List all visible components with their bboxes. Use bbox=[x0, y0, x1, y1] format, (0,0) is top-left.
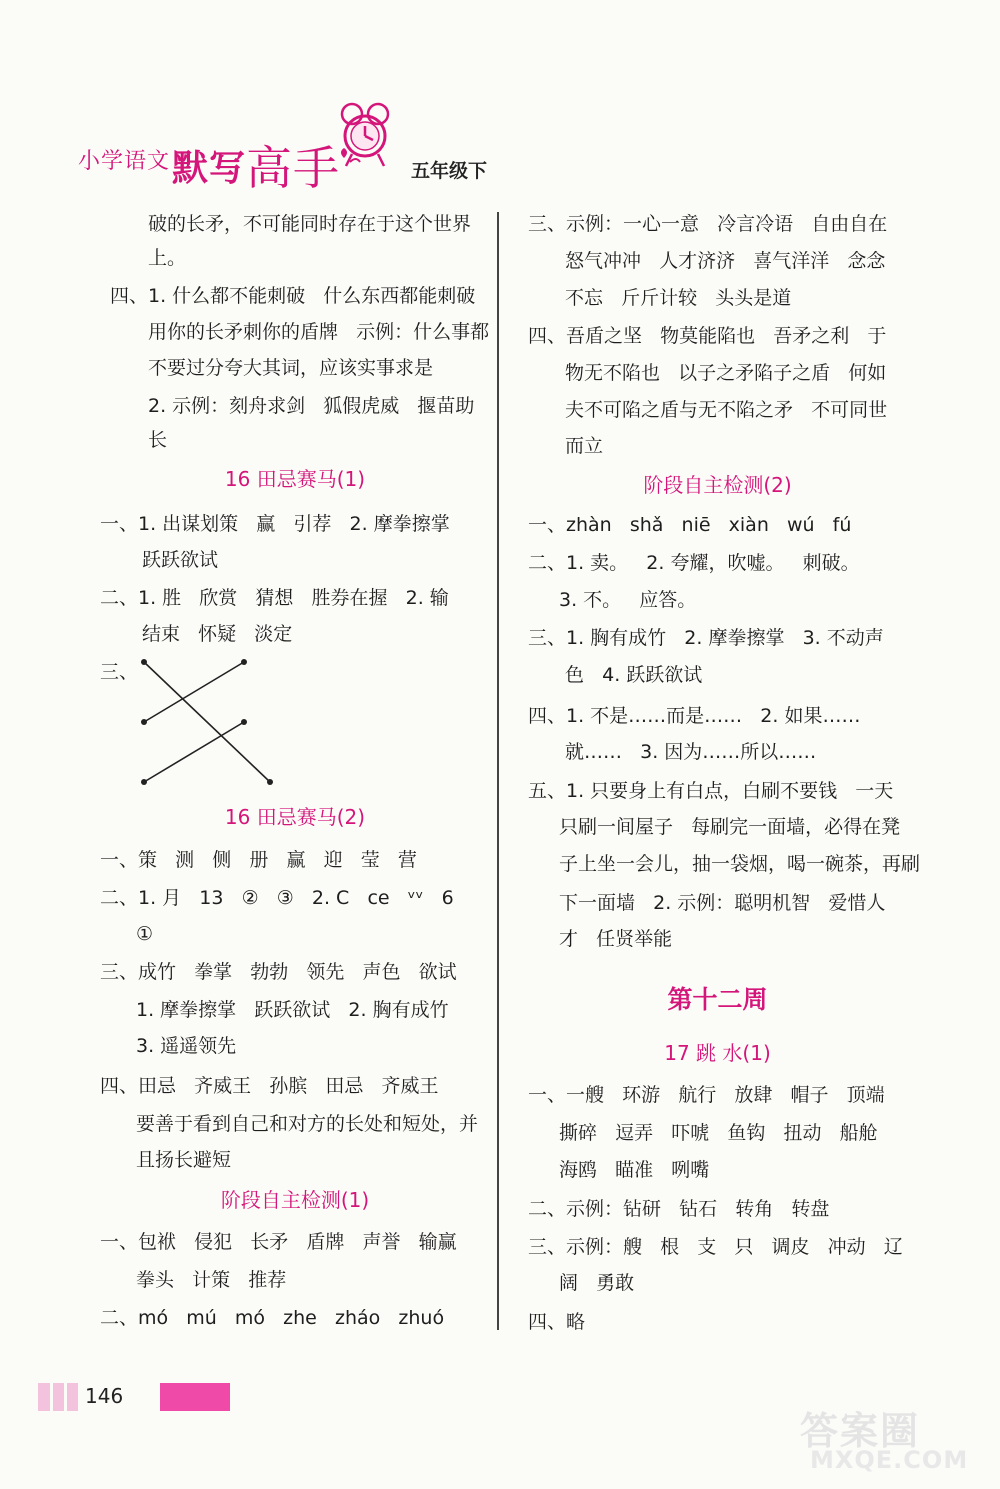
answer-line: 阔 勇敢 bbox=[559, 1272, 635, 1294]
answer-line: 3. 遥遥领先 bbox=[136, 1035, 237, 1057]
answer-line: 才 任贤举能 bbox=[559, 928, 673, 950]
section-title: 17 跳 水(1) bbox=[664, 1041, 771, 1065]
column-divider bbox=[497, 212, 499, 1330]
flower-clock-mascot-icon bbox=[330, 100, 400, 170]
answer-line: 2. 示例：刻舟求剑 狐假虎威 揠苗助 bbox=[148, 395, 475, 417]
page-bar-pink-block bbox=[160, 1383, 230, 1411]
answer-line: 夫不可陷之盾与无不陷之矛 不可同世 bbox=[565, 399, 888, 421]
answer-line: 三、示例：一心一意 冷言冷语 自由自在 bbox=[528, 213, 888, 235]
answer-line: 海鸥 瞄准 咧嘴 bbox=[559, 1159, 710, 1181]
answer-line: 四、田忌 齐威王 孙膑 田忌 齐威王 bbox=[100, 1075, 439, 1097]
page-header bbox=[0, 0, 1000, 195]
answer-line: 不要过分夸大其词，应该实事求是 bbox=[148, 357, 434, 379]
answer-line: 二、1. 卖。 2. 夸耀，吹嘘。 刺破。 bbox=[528, 552, 860, 574]
answer-line: 用你的长矛刺你的盾牌 示例：什么事都 bbox=[148, 321, 490, 343]
answer-line: 怒气冲冲 人才济济 喜气洋洋 念念 bbox=[565, 250, 886, 272]
grade-label: 五年级下 bbox=[411, 160, 488, 182]
series-title-big-a: 默写 bbox=[172, 148, 247, 189]
answer-line: 结束 怀疑 淡定 bbox=[142, 623, 293, 645]
answer-line: 三、 bbox=[100, 661, 139, 683]
answer-line: 物无不陷也 以子之矛陷子之盾 何如 bbox=[565, 362, 887, 384]
answer-line: 四、1. 不是……而是…… 2. 如果…… bbox=[528, 705, 861, 727]
answer-line: 一、1. 出谋划策 赢 引荐 2. 摩拳擦掌 bbox=[100, 513, 450, 535]
section-title: 阶段自主检测(2) bbox=[643, 473, 792, 497]
watermark-logo: 答案圈 bbox=[800, 1409, 921, 1453]
answer-line: 四、吾盾之坚 物莫能陷也 吾矛之利 于 bbox=[528, 325, 887, 347]
answer-line: 二、示例：钻研 钻石 转角 转盘 bbox=[528, 1198, 830, 1220]
answer-line: 就…… 3. 因为……所以…… bbox=[565, 741, 817, 763]
answer-line: 二、mó mú mó zhe zháo zhuó bbox=[100, 1307, 445, 1329]
section-title: 16 田忌赛马(1) bbox=[224, 467, 366, 491]
series-title-small: 小学语文 bbox=[78, 149, 171, 174]
answer-line: 3. 不。 应答。 bbox=[559, 589, 697, 611]
answer-line: ① bbox=[136, 923, 154, 945]
answer-line: 拳头 计策 推荐 bbox=[136, 1269, 287, 1291]
series-title-big-b: 高手 bbox=[246, 141, 341, 195]
answer-line: 子上坐一会儿，抽一袋烟，喝一碗茶，再刷 bbox=[559, 853, 921, 875]
answer-line: 且扬长避短 bbox=[136, 1149, 232, 1171]
answer-line: 五、1. 只要身上有白点，白刷不要钱 一天 bbox=[528, 780, 894, 802]
answer-line: 要善于看到自己和对方的长处和短处，并 bbox=[136, 1113, 479, 1135]
answer-line: 一、策 测 侧 册 赢 迎 莹 营 bbox=[100, 849, 417, 871]
matching-lines-diagram bbox=[136, 654, 276, 790]
answer-line: 一、一艘 环游 航行 放肆 帽子 顶端 bbox=[528, 1084, 885, 1106]
page-number-bar bbox=[38, 1383, 193, 1411]
answer-line: 撕碎 逗弄 吓唬 鱼钩 扭动 船舱 bbox=[559, 1122, 878, 1144]
answer-line: 二、1. 月 13 ② ③ 2. C ce ᵛᵛ 6 bbox=[100, 887, 454, 909]
answer-line: 四、1. 什么都不能刺破 什么东西都能刺破 bbox=[110, 285, 476, 307]
answer-line: 而立 bbox=[565, 435, 604, 457]
answer-line: 只刷一间屋子 每刷完一面墙，必得在凳 bbox=[559, 816, 901, 838]
page-bar-light-block bbox=[38, 1383, 78, 1411]
answer-line: 三、成竹 拳掌 勃勃 领先 声色 欲试 bbox=[100, 961, 457, 983]
week-title: 第十二周 bbox=[667, 985, 768, 1014]
answer-line: 长 bbox=[148, 429, 168, 451]
answer-line: 跃跃欲试 bbox=[142, 549, 219, 571]
answer-line: 下一面墙 2. 示例：聪明机智 爱惜人 bbox=[559, 892, 886, 914]
watermark-url: MXQE.COM bbox=[810, 1446, 969, 1474]
answer-line: 上。 bbox=[148, 247, 187, 269]
watermark bbox=[800, 1400, 980, 1475]
answer-line: 破的长矛，不可能同时存在于这个世界 bbox=[148, 213, 472, 235]
answer-line: 不忘 斤斤计较 头头是道 bbox=[565, 287, 792, 309]
page-bar-stripe bbox=[50, 1383, 53, 1411]
answer-line: 1. 摩拳擦掌 跃跃欲试 2. 胸有成竹 bbox=[136, 999, 449, 1021]
answer-line: 色 4. 跃跃欲试 bbox=[565, 664, 703, 686]
page-number: 146 bbox=[85, 1384, 124, 1408]
answer-line: 二、1. 胜 欣赏 猜想 胜券在握 2. 输 bbox=[100, 587, 449, 609]
answer-line: 一、包袱 侵犯 长矛 盾牌 声誉 输赢 bbox=[100, 1231, 457, 1253]
answer-line: 一、zhàn shǎ niē xiàn wú fú bbox=[528, 514, 852, 536]
section-title: 16 田忌赛马(2) bbox=[224, 805, 366, 829]
answer-line: 三、1. 胸有成竹 2. 摩拳擦掌 3. 不动声 bbox=[528, 627, 884, 649]
page-bar-stripe bbox=[64, 1383, 67, 1411]
section-title: 阶段自主检测(1) bbox=[220, 1188, 370, 1212]
answer-line: 三、示例：艘 根 支 只 调皮 冲动 辽 bbox=[528, 1236, 903, 1258]
answer-line: 四、略 bbox=[528, 1311, 586, 1333]
series-title-big bbox=[172, 128, 340, 194]
